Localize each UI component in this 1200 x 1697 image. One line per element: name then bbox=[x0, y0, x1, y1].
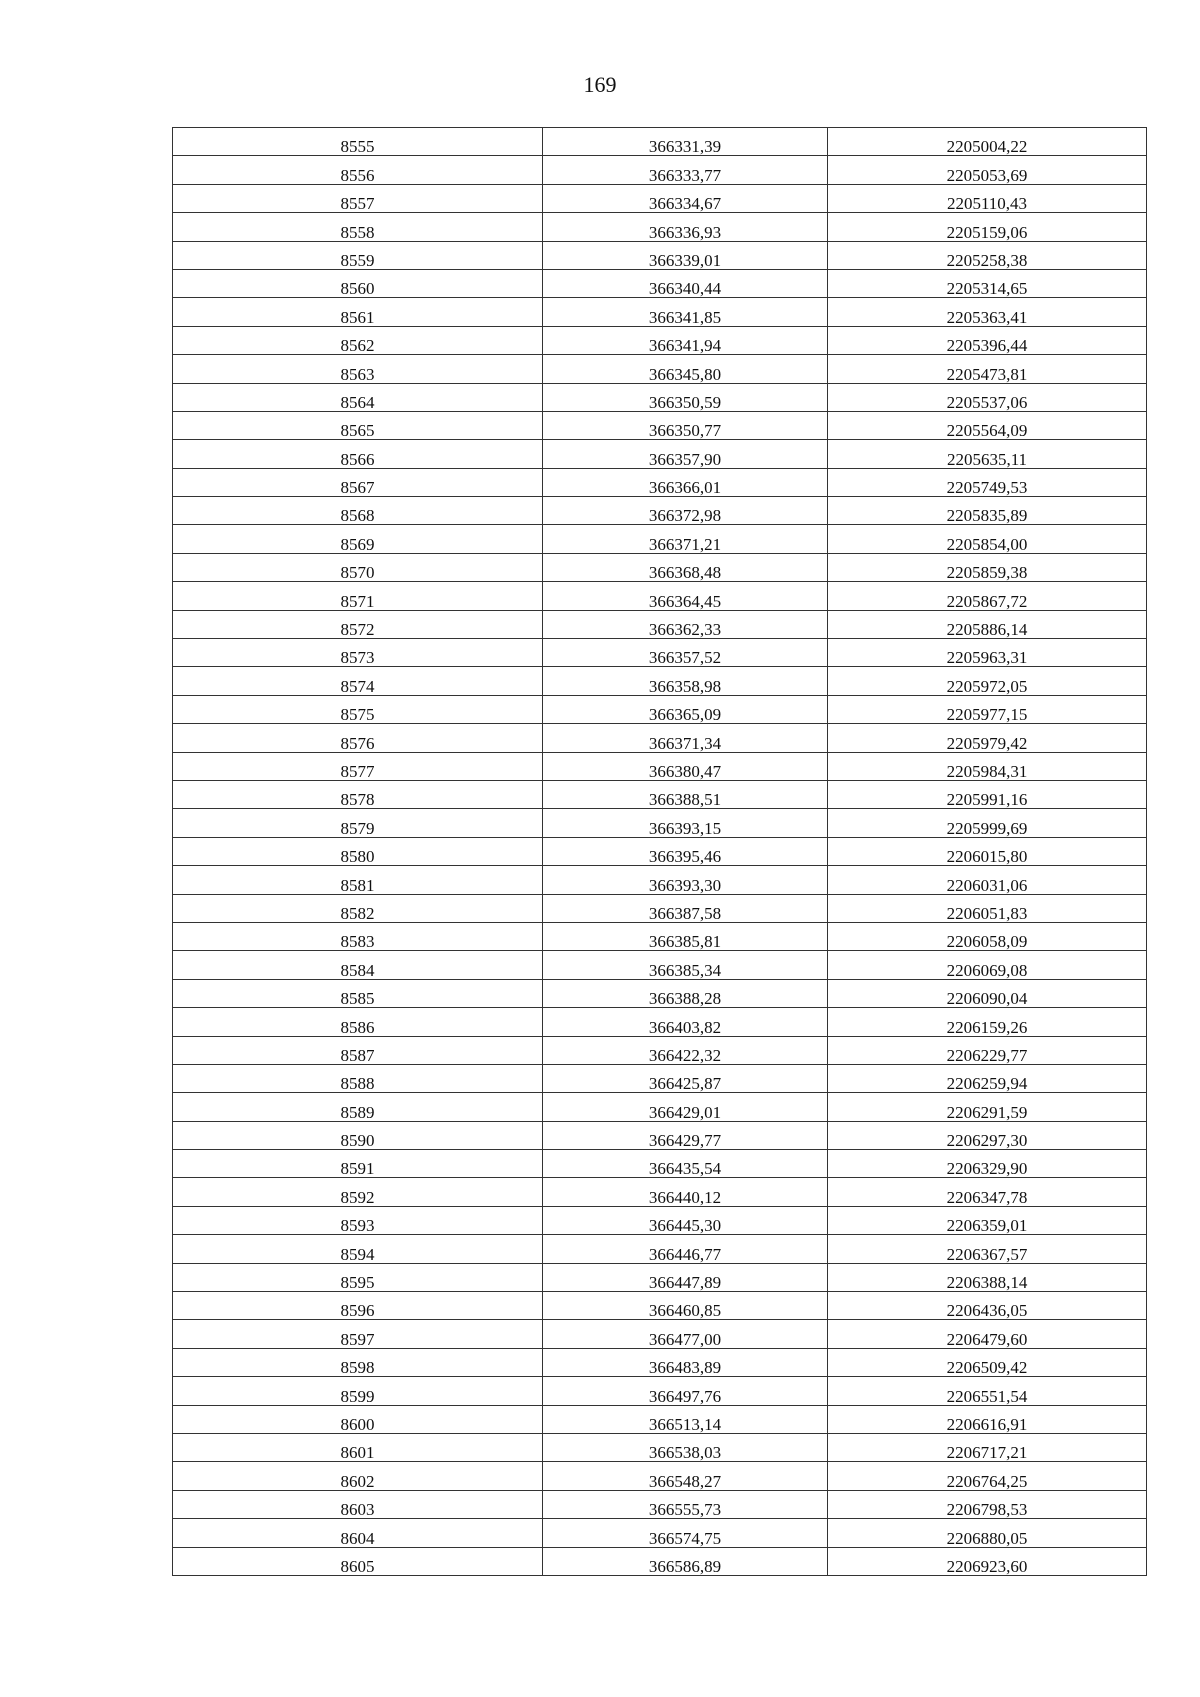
x-coordinate-cell: 366445,30 bbox=[543, 1206, 828, 1234]
y-coordinate-cell: 2205854,00 bbox=[828, 525, 1147, 553]
y-coordinate-cell: 2206297,30 bbox=[828, 1121, 1147, 1149]
x-coordinate-cell: 366513,14 bbox=[543, 1405, 828, 1433]
y-coordinate-cell: 2206329,90 bbox=[828, 1150, 1147, 1178]
y-coordinate-cell: 2205867,72 bbox=[828, 582, 1147, 610]
y-coordinate-cell: 2206798,53 bbox=[828, 1490, 1147, 1518]
table-row bbox=[173, 383, 1147, 411]
x-coordinate-cell: 366357,90 bbox=[543, 440, 828, 468]
y-coordinate-cell: 2206359,01 bbox=[828, 1206, 1147, 1234]
point-number-cell: 8555 bbox=[173, 128, 543, 156]
y-coordinate-cell: 2206880,05 bbox=[828, 1519, 1147, 1547]
point-number-cell: 8593 bbox=[173, 1206, 543, 1234]
x-coordinate-cell: 366372,98 bbox=[543, 497, 828, 525]
table-row bbox=[173, 553, 1147, 581]
table-row bbox=[173, 1093, 1147, 1121]
y-coordinate-cell: 2205991,16 bbox=[828, 780, 1147, 808]
x-coordinate-cell: 366362,33 bbox=[543, 610, 828, 638]
x-coordinate-cell: 366388,51 bbox=[543, 780, 828, 808]
point-number-cell: 8557 bbox=[173, 184, 543, 212]
y-coordinate-cell: 2206509,42 bbox=[828, 1348, 1147, 1376]
y-coordinate-cell: 2206159,26 bbox=[828, 1008, 1147, 1036]
table-row bbox=[173, 1292, 1147, 1320]
coordinates-table-body bbox=[173, 128, 1147, 1576]
y-coordinate-cell: 2205396,44 bbox=[828, 326, 1147, 354]
y-coordinate-cell: 2205564,09 bbox=[828, 411, 1147, 439]
x-coordinate-cell: 366385,34 bbox=[543, 951, 828, 979]
point-number-cell: 8585 bbox=[173, 979, 543, 1007]
y-coordinate-cell: 2206090,04 bbox=[828, 979, 1147, 1007]
point-number-cell: 8579 bbox=[173, 809, 543, 837]
y-coordinate-cell: 2206717,21 bbox=[828, 1433, 1147, 1461]
x-coordinate-cell: 366350,77 bbox=[543, 411, 828, 439]
y-coordinate-cell: 2205363,41 bbox=[828, 298, 1147, 326]
x-coordinate-cell: 366341,85 bbox=[543, 298, 828, 326]
table-row bbox=[173, 582, 1147, 610]
table-row bbox=[173, 1405, 1147, 1433]
point-number-cell: 8601 bbox=[173, 1433, 543, 1461]
table-row bbox=[173, 1036, 1147, 1064]
table-row bbox=[173, 1547, 1147, 1575]
y-coordinate-cell: 2206058,09 bbox=[828, 922, 1147, 950]
table-row bbox=[173, 1519, 1147, 1547]
table-row bbox=[173, 1008, 1147, 1036]
point-number-cell: 8578 bbox=[173, 780, 543, 808]
point-number-cell: 8599 bbox=[173, 1377, 543, 1405]
x-coordinate-cell: 366393,15 bbox=[543, 809, 828, 837]
point-number-cell: 8564 bbox=[173, 383, 543, 411]
x-coordinate-cell: 366371,34 bbox=[543, 724, 828, 752]
x-coordinate-cell: 366538,03 bbox=[543, 1433, 828, 1461]
table-row bbox=[173, 326, 1147, 354]
coordinates-table bbox=[172, 127, 1147, 1576]
table-row bbox=[173, 440, 1147, 468]
point-number-cell: 8565 bbox=[173, 411, 543, 439]
point-number-cell: 8574 bbox=[173, 667, 543, 695]
table-row bbox=[173, 1178, 1147, 1206]
x-coordinate-cell: 366429,01 bbox=[543, 1093, 828, 1121]
point-number-cell: 8567 bbox=[173, 468, 543, 496]
x-coordinate-cell: 366358,98 bbox=[543, 667, 828, 695]
point-number-cell: 8575 bbox=[173, 695, 543, 723]
x-coordinate-cell: 366380,47 bbox=[543, 752, 828, 780]
table-row bbox=[173, 1263, 1147, 1291]
table-row bbox=[173, 213, 1147, 241]
table-row bbox=[173, 639, 1147, 667]
y-coordinate-cell: 2205473,81 bbox=[828, 355, 1147, 383]
point-number-cell: 8562 bbox=[173, 326, 543, 354]
table-row bbox=[173, 1433, 1147, 1461]
table-row bbox=[173, 411, 1147, 439]
point-number-cell: 8600 bbox=[173, 1405, 543, 1433]
y-coordinate-cell: 2205886,14 bbox=[828, 610, 1147, 638]
x-coordinate-cell: 366555,73 bbox=[543, 1490, 828, 1518]
y-coordinate-cell: 2205314,65 bbox=[828, 269, 1147, 297]
table-row bbox=[173, 156, 1147, 184]
table-row bbox=[173, 355, 1147, 383]
point-number-cell: 8590 bbox=[173, 1121, 543, 1149]
point-number-cell: 8596 bbox=[173, 1292, 543, 1320]
y-coordinate-cell: 2206479,60 bbox=[828, 1320, 1147, 1348]
table-row bbox=[173, 837, 1147, 865]
point-number-cell: 8577 bbox=[173, 752, 543, 780]
y-coordinate-cell: 2206367,57 bbox=[828, 1235, 1147, 1263]
table-row bbox=[173, 951, 1147, 979]
table-row bbox=[173, 809, 1147, 837]
table-row bbox=[173, 298, 1147, 326]
point-number-cell: 8556 bbox=[173, 156, 543, 184]
point-number-cell: 8602 bbox=[173, 1462, 543, 1490]
y-coordinate-cell: 2206616,91 bbox=[828, 1405, 1147, 1433]
table-row bbox=[173, 1462, 1147, 1490]
y-coordinate-cell: 2206291,59 bbox=[828, 1093, 1147, 1121]
x-coordinate-cell: 366574,75 bbox=[543, 1519, 828, 1547]
x-coordinate-cell: 366366,01 bbox=[543, 468, 828, 496]
point-number-cell: 8561 bbox=[173, 298, 543, 326]
x-coordinate-cell: 366497,76 bbox=[543, 1377, 828, 1405]
page-number: 169 bbox=[583, 72, 617, 97]
x-coordinate-cell: 366395,46 bbox=[543, 837, 828, 865]
table-row bbox=[173, 1150, 1147, 1178]
y-coordinate-cell: 2205977,15 bbox=[828, 695, 1147, 723]
point-number-cell: 8576 bbox=[173, 724, 543, 752]
x-coordinate-cell: 366364,45 bbox=[543, 582, 828, 610]
table-row bbox=[173, 184, 1147, 212]
y-coordinate-cell: 2206347,78 bbox=[828, 1178, 1147, 1206]
table-row bbox=[173, 468, 1147, 496]
table-row bbox=[173, 1064, 1147, 1092]
y-coordinate-cell: 2205749,53 bbox=[828, 468, 1147, 496]
x-coordinate-cell: 366334,67 bbox=[543, 184, 828, 212]
y-coordinate-cell: 2205110,43 bbox=[828, 184, 1147, 212]
x-coordinate-cell: 366387,58 bbox=[543, 894, 828, 922]
point-number-cell: 8597 bbox=[173, 1320, 543, 1348]
point-number-cell: 8592 bbox=[173, 1178, 543, 1206]
y-coordinate-cell: 2205963,31 bbox=[828, 639, 1147, 667]
table-row bbox=[173, 894, 1147, 922]
table-row bbox=[173, 922, 1147, 950]
x-coordinate-cell: 366341,94 bbox=[543, 326, 828, 354]
table-row bbox=[173, 525, 1147, 553]
x-coordinate-cell: 366339,01 bbox=[543, 241, 828, 269]
point-number-cell: 8560 bbox=[173, 269, 543, 297]
y-coordinate-cell: 2205984,31 bbox=[828, 752, 1147, 780]
point-number-cell: 8595 bbox=[173, 1263, 543, 1291]
y-coordinate-cell: 2206259,94 bbox=[828, 1064, 1147, 1092]
y-coordinate-cell: 2205004,22 bbox=[828, 128, 1147, 156]
y-coordinate-cell: 2206388,14 bbox=[828, 1263, 1147, 1291]
x-coordinate-cell: 366385,81 bbox=[543, 922, 828, 950]
point-number-cell: 8603 bbox=[173, 1490, 543, 1518]
point-number-cell: 8558 bbox=[173, 213, 543, 241]
y-coordinate-cell: 2206923,60 bbox=[828, 1547, 1147, 1575]
point-number-cell: 8588 bbox=[173, 1064, 543, 1092]
point-number-cell: 8559 bbox=[173, 241, 543, 269]
x-coordinate-cell: 366368,48 bbox=[543, 553, 828, 581]
point-number-cell: 8570 bbox=[173, 553, 543, 581]
point-number-cell: 8604 bbox=[173, 1519, 543, 1547]
x-coordinate-cell: 366393,30 bbox=[543, 866, 828, 894]
point-number-cell: 8583 bbox=[173, 922, 543, 950]
x-coordinate-cell: 366371,21 bbox=[543, 525, 828, 553]
table-row bbox=[173, 1320, 1147, 1348]
x-coordinate-cell: 366331,39 bbox=[543, 128, 828, 156]
x-coordinate-cell: 366477,00 bbox=[543, 1320, 828, 1348]
y-coordinate-cell: 2206031,06 bbox=[828, 866, 1147, 894]
table-row bbox=[173, 780, 1147, 808]
table-row bbox=[173, 128, 1147, 156]
x-coordinate-cell: 366350,59 bbox=[543, 383, 828, 411]
table-row bbox=[173, 1377, 1147, 1405]
point-number-cell: 8594 bbox=[173, 1235, 543, 1263]
table-row bbox=[173, 497, 1147, 525]
point-number-cell: 8573 bbox=[173, 639, 543, 667]
y-coordinate-cell: 2205258,38 bbox=[828, 241, 1147, 269]
y-coordinate-cell: 2206069,08 bbox=[828, 951, 1147, 979]
x-coordinate-cell: 366483,89 bbox=[543, 1348, 828, 1376]
x-coordinate-cell: 366586,89 bbox=[543, 1547, 828, 1575]
y-coordinate-cell: 2205859,38 bbox=[828, 553, 1147, 581]
y-coordinate-cell: 2205635,11 bbox=[828, 440, 1147, 468]
point-number-cell: 8605 bbox=[173, 1547, 543, 1575]
point-number-cell: 8566 bbox=[173, 440, 543, 468]
point-number-cell: 8586 bbox=[173, 1008, 543, 1036]
table-row bbox=[173, 1206, 1147, 1234]
x-coordinate-cell: 366548,27 bbox=[543, 1462, 828, 1490]
table-row bbox=[173, 1348, 1147, 1376]
y-coordinate-cell: 2206015,80 bbox=[828, 837, 1147, 865]
x-coordinate-cell: 366425,87 bbox=[543, 1064, 828, 1092]
table-row bbox=[173, 866, 1147, 894]
y-coordinate-cell: 2206551,54 bbox=[828, 1377, 1147, 1405]
point-number-cell: 8569 bbox=[173, 525, 543, 553]
x-coordinate-cell: 366336,93 bbox=[543, 213, 828, 241]
y-coordinate-cell: 2205159,06 bbox=[828, 213, 1147, 241]
y-coordinate-cell: 2206229,77 bbox=[828, 1036, 1147, 1064]
x-coordinate-cell: 366340,44 bbox=[543, 269, 828, 297]
x-coordinate-cell: 366365,09 bbox=[543, 695, 828, 723]
point-number-cell: 8589 bbox=[173, 1093, 543, 1121]
y-coordinate-cell: 2205835,89 bbox=[828, 497, 1147, 525]
y-coordinate-cell: 2205972,05 bbox=[828, 667, 1147, 695]
y-coordinate-cell: 2205979,42 bbox=[828, 724, 1147, 752]
x-coordinate-cell: 366403,82 bbox=[543, 1008, 828, 1036]
point-number-cell: 8571 bbox=[173, 582, 543, 610]
y-coordinate-cell: 2206051,83 bbox=[828, 894, 1147, 922]
y-coordinate-cell: 2206764,25 bbox=[828, 1462, 1147, 1490]
table-row bbox=[173, 269, 1147, 297]
y-coordinate-cell: 2205537,06 bbox=[828, 383, 1147, 411]
point-number-cell: 8598 bbox=[173, 1348, 543, 1376]
point-number-cell: 8572 bbox=[173, 610, 543, 638]
point-number-cell: 8581 bbox=[173, 866, 543, 894]
table-row bbox=[173, 752, 1147, 780]
point-number-cell: 8591 bbox=[173, 1150, 543, 1178]
point-number-cell: 8582 bbox=[173, 894, 543, 922]
x-coordinate-cell: 366440,12 bbox=[543, 1178, 828, 1206]
x-coordinate-cell: 366357,52 bbox=[543, 639, 828, 667]
x-coordinate-cell: 366460,85 bbox=[543, 1292, 828, 1320]
x-coordinate-cell: 366447,89 bbox=[543, 1263, 828, 1291]
point-number-cell: 8580 bbox=[173, 837, 543, 865]
point-number-cell: 8568 bbox=[173, 497, 543, 525]
table-row bbox=[173, 1121, 1147, 1149]
table-row bbox=[173, 610, 1147, 638]
x-coordinate-cell: 366429,77 bbox=[543, 1121, 828, 1149]
table-row bbox=[173, 1235, 1147, 1263]
table-row bbox=[173, 1490, 1147, 1518]
table-row bbox=[173, 667, 1147, 695]
x-coordinate-cell: 366388,28 bbox=[543, 979, 828, 1007]
x-coordinate-cell: 366446,77 bbox=[543, 1235, 828, 1263]
x-coordinate-cell: 366345,80 bbox=[543, 355, 828, 383]
x-coordinate-cell: 366435,54 bbox=[543, 1150, 828, 1178]
x-coordinate-cell: 366422,32 bbox=[543, 1036, 828, 1064]
table-row bbox=[173, 695, 1147, 723]
y-coordinate-cell: 2205053,69 bbox=[828, 156, 1147, 184]
point-number-cell: 8587 bbox=[173, 1036, 543, 1064]
y-coordinate-cell: 2206436,05 bbox=[828, 1292, 1147, 1320]
point-number-cell: 8584 bbox=[173, 951, 543, 979]
point-number-cell: 8563 bbox=[173, 355, 543, 383]
table-row bbox=[173, 241, 1147, 269]
table-row bbox=[173, 724, 1147, 752]
table-row bbox=[173, 979, 1147, 1007]
y-coordinate-cell: 2205999,69 bbox=[828, 809, 1147, 837]
x-coordinate-cell: 366333,77 bbox=[543, 156, 828, 184]
